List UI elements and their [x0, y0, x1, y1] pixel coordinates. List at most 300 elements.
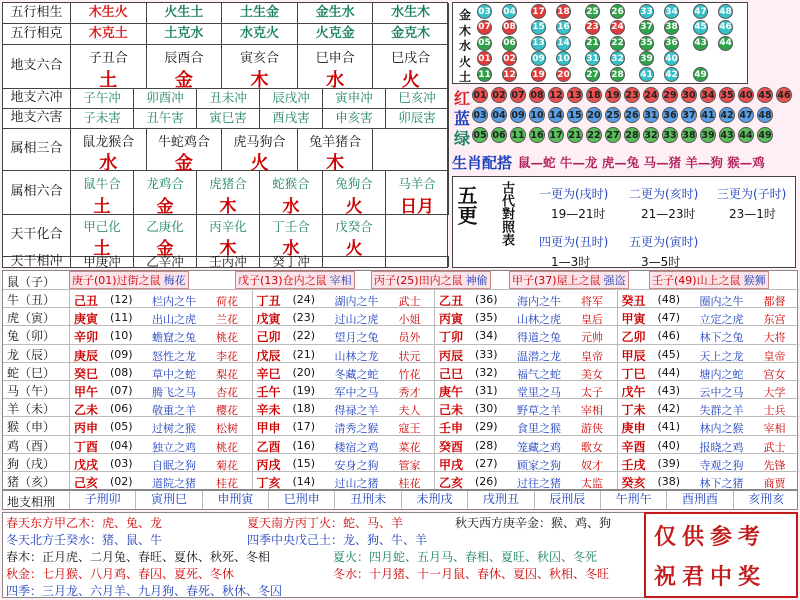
ganzhi: 乙亥: [439, 476, 464, 490]
xing-cell: 子刑卯: [69, 491, 135, 509]
ganzhi: 丙辰: [439, 348, 464, 363]
xing-cell: 寅刑巳: [135, 491, 201, 509]
number-ball: 07: [477, 20, 492, 35]
nayin-flower: 宫女: [763, 367, 786, 381]
number-ball: 38: [681, 127, 697, 143]
number-ball: 38: [664, 20, 679, 35]
nayin-cell: [434, 362, 617, 380]
ganzhi: 丁未: [621, 403, 646, 418]
relation-cell: 金生水: [298, 3, 374, 24]
nayin-desc: 军中之马: [334, 386, 379, 399]
relation-cell: 辰戌冲: [260, 89, 323, 109]
relation-cell: [71, 215, 134, 257]
nayin-desc: 天上之龙: [699, 349, 744, 363]
row-label: 地支六害: [3, 109, 71, 129]
xing-cell: 巳刑申: [268, 491, 334, 509]
nayin-number: (44): [657, 365, 681, 379]
wugeng-subtitle: 古代對照表: [499, 181, 514, 246]
number-ball: 01: [472, 87, 488, 103]
nayin-flower: 桃花: [216, 440, 238, 454]
nayin-flower: 桂花: [398, 477, 421, 490]
row-label: 地支六冲: [3, 89, 71, 109]
row-label: 五行相克: [3, 24, 71, 45]
nayin-cell: [252, 344, 435, 362]
nayin-desc: 塘内之蛇: [699, 367, 744, 381]
nayin-desc: 得禄之羊: [334, 404, 379, 418]
wangxiang-row: [333, 548, 597, 565]
zodiac-label: 虎（寅）: [7, 311, 56, 326]
nayin-number: (03): [110, 456, 133, 470]
nayin-cell: [617, 380, 800, 398]
nayin-cell: [617, 435, 800, 453]
nayin-flower: 桂花: [216, 477, 238, 490]
nayin-number: (26): [475, 475, 498, 488]
number-ball: 16: [556, 20, 571, 35]
number-ball: 12: [548, 87, 564, 103]
nayin-flower: 将军: [581, 295, 603, 308]
nayin-flower: 寇王: [398, 422, 421, 436]
number-ball: 35: [639, 36, 654, 51]
nayin-number: (21): [292, 347, 316, 361]
nayin-cell: [69, 344, 252, 362]
nayin-header-cell: [371, 271, 491, 289]
ganzhi: 戊辰: [256, 348, 281, 363]
wangxiang-label: 夏火：: [333, 550, 370, 564]
nayin-flower: 秀才: [398, 386, 421, 399]
relation-cell: 壬丙冲: [197, 257, 260, 267]
ganzhi: 丙戌: [256, 457, 281, 472]
number-ball: 23: [624, 87, 640, 103]
season-row: [455, 514, 611, 531]
relation-element: 水: [282, 239, 300, 259]
season-row: [247, 514, 403, 531]
relation-cell: 金克木: [373, 24, 449, 45]
zodiac-label: 羊（未）: [7, 402, 56, 417]
relation-element: 木: [250, 70, 269, 91]
nayin-flower: 大学: [763, 386, 786, 399]
nayin-flower: 士兵: [763, 404, 786, 418]
ganzhi: 壬戌: [621, 457, 646, 472]
nayin-header-cell: [69, 271, 189, 289]
relation-top: 乙庚化: [146, 219, 184, 234]
number-ball: 36: [664, 36, 679, 51]
nayin-desc: 得道之兔: [517, 331, 561, 345]
number-ball: 04: [502, 4, 517, 19]
nayin-desc: 食里之猴: [517, 422, 561, 436]
ganzhi: 辛卯: [74, 330, 99, 345]
nayin-number: (28): [475, 438, 498, 452]
ganzhi: 辛巳: [256, 366, 281, 381]
wuxing-label: 火: [459, 54, 472, 69]
number-ball: 44: [738, 127, 754, 143]
nayin-desc: 寺观之狗: [699, 458, 744, 472]
relation-cell: [71, 171, 134, 215]
zodiac-label: 龙（辰）: [7, 347, 56, 362]
stamp-line-1: 仅供参考: [654, 525, 767, 550]
relation-cell: [222, 129, 298, 174]
number-ball: 37: [639, 20, 654, 35]
nayin-flower: 管家: [398, 458, 421, 472]
nayin-desc: 失群之羊: [699, 404, 744, 418]
nayin-header-text: 壬子(49)山上之鼠: [652, 274, 741, 287]
relation-element: 木: [219, 239, 237, 259]
nayin-desc: 过树之猴: [152, 422, 196, 436]
season-title: 秋天西方庚辛金：: [455, 516, 552, 530]
row-label: 天干相冲: [3, 257, 71, 267]
relation-top: 蛇猴合: [272, 176, 310, 191]
nayin-desc: 过山之虎: [334, 313, 379, 327]
number-ball: 46: [776, 87, 792, 103]
nayin-cell: [617, 344, 800, 362]
nayin-flower: 皇帝: [763, 349, 786, 363]
ganzhi: 乙卯: [621, 330, 646, 345]
zodiac-label: 鸡（酉）: [7, 438, 56, 453]
nayin-cell: [617, 325, 800, 343]
nayin-number: (05): [110, 420, 133, 434]
number-ball: 25: [585, 4, 600, 19]
nayin-desc: 腾飞之马: [152, 386, 196, 399]
left-relations-table: [2, 2, 448, 268]
xing-cell: 午刑午: [600, 491, 666, 509]
relation-cell: 土克水: [147, 24, 223, 45]
relation-cell: 火生土: [147, 3, 223, 24]
season-value: 龙、狗、牛、羊: [343, 533, 428, 547]
ganzhi: 辛酉: [621, 439, 646, 454]
relation-cell: 申亥害: [323, 109, 386, 129]
number-ball: 11: [510, 127, 526, 143]
nayin-cell: [434, 307, 617, 325]
xing-cell: 申刑寅: [202, 491, 268, 509]
number-ball: 11: [477, 67, 492, 82]
nayin-cell: [252, 289, 435, 307]
nayin-desc: 独立之鸡: [152, 440, 196, 454]
number-ball: 14: [548, 107, 564, 123]
nayin-number: (36): [475, 293, 498, 306]
relation-cell: 水克火: [222, 24, 298, 45]
nayin-flower: 樱花: [216, 404, 238, 418]
number-ball: 21: [567, 127, 583, 143]
relation-element: 金: [174, 70, 193, 91]
nayin-number: (31): [475, 384, 498, 397]
number-ball: 20: [556, 67, 571, 82]
color-label: 蓝: [454, 109, 471, 128]
nayin-number: (08): [110, 365, 133, 379]
relation-cell: 水生木: [373, 3, 449, 24]
nayin-flower: 先锋: [763, 458, 786, 472]
nayin-cell: [252, 325, 435, 343]
relation-top: 辰酉合: [164, 51, 204, 66]
relation-cell: [147, 45, 223, 89]
nayin-number: (15): [292, 456, 316, 470]
nayin-cell: [617, 362, 800, 380]
number-ball: 36: [662, 107, 678, 123]
color-label: 绿: [454, 129, 471, 148]
number-ball: 19: [531, 67, 546, 82]
nayin-header-flower: 神偷: [465, 274, 488, 287]
number-ball: 37: [681, 107, 697, 123]
number-ball: 24: [610, 20, 625, 35]
season-value: 蛇、马、羊: [343, 516, 404, 530]
number-ball: 45: [757, 87, 773, 103]
relation-cell: 子午冲: [71, 89, 134, 109]
nayin-flower: 大将: [763, 331, 786, 345]
shengxiao-pairs: 鼠—蛇 牛—龙 虎—兔 马—猪 羊—狗 猴—鸡: [518, 155, 765, 170]
relation-top: 鼠龙猴合: [82, 135, 135, 150]
nayin-number: (41): [657, 420, 681, 434]
nayin-desc: 过山之猪: [334, 477, 379, 490]
number-ball: 31: [585, 51, 600, 66]
season-title: 夏天南方丙丁火：: [247, 516, 344, 530]
nayin-header-flower: 宰相: [329, 274, 352, 287]
relation-cell: [134, 171, 197, 215]
nayin-cell: [252, 398, 435, 416]
relation-top: 虎猪合: [209, 176, 247, 191]
nayin-flower: 歌女: [581, 440, 603, 454]
season-title: 冬天北方壬癸水：: [6, 533, 103, 547]
number-ball: 20: [586, 107, 602, 123]
number-ball: 28: [610, 67, 625, 82]
relation-cell: 乙辛冲: [134, 257, 197, 267]
wugeng-period: 五更为(寅时): [629, 235, 699, 249]
nayin-desc: 过往之猪: [517, 477, 561, 490]
ganzhi: 乙丑: [439, 294, 464, 308]
nayin-flower: 菊花: [216, 458, 238, 472]
row-label: 天干化合: [3, 215, 71, 257]
nayin-number: (11): [110, 311, 133, 325]
nayin-number: (09): [110, 347, 133, 361]
wugeng-big-title: 五更: [454, 185, 478, 225]
number-ball: 03: [477, 4, 492, 19]
relation-cell: 甲庚冲: [71, 257, 134, 267]
nayin-flower: 商贾: [763, 477, 786, 490]
ganzhi: 丁丑: [256, 294, 281, 308]
stamp-line-2: 祝君中奖: [654, 565, 767, 590]
number-ball: 24: [643, 87, 659, 103]
nayin-number: (32): [475, 365, 498, 379]
nayin-flower: 皇帝: [581, 349, 603, 363]
relation-cell: [71, 45, 147, 89]
number-ball: 22: [586, 127, 602, 143]
relation-cell: [134, 215, 197, 257]
nayin-cell: [252, 416, 435, 434]
number-ball: 47: [738, 107, 754, 123]
nayin-flower: 都督: [763, 295, 786, 308]
nayin-table: [2, 270, 798, 490]
nayin-desc: 望月之兔: [334, 331, 379, 345]
relation-cell: [260, 171, 323, 215]
nayin-cell: [434, 435, 617, 453]
nayin-number: (16): [292, 438, 316, 452]
relation-cell: 丑未冲: [197, 89, 260, 109]
ganzhi: 癸酉: [439, 439, 464, 454]
number-ball: 13: [531, 36, 546, 51]
ganzhi: 己巳: [439, 366, 464, 381]
wangxiang-value: 三月龙、六月羊、九月狗、春死、秋休、冬囚: [42, 584, 283, 598]
nayin-cell: [69, 325, 252, 343]
nayin-cell: [434, 289, 617, 307]
number-ball: 10: [556, 51, 571, 66]
ganzhi: 己卯: [256, 330, 281, 345]
number-ball: 33: [639, 4, 654, 19]
number-ball: 15: [567, 107, 583, 123]
wugeng-hours: 19—21时: [551, 207, 606, 221]
nayin-cell: [434, 453, 617, 471]
relation-element: 日月: [400, 197, 434, 217]
number-ball: 13: [567, 87, 583, 103]
nayin-flower: 杏花: [216, 386, 238, 399]
ganzhi: 己未: [439, 403, 464, 418]
nayin-number: (04): [110, 438, 133, 452]
ganzhi: 壬申: [439, 421, 464, 436]
xing-cell: 酉刑酉: [666, 491, 732, 509]
number-ball: 06: [491, 127, 507, 143]
number-ball: 28: [624, 127, 640, 143]
relation-element: 水: [99, 153, 118, 174]
wugeng-hours: 21—23时: [641, 207, 696, 221]
nayin-number: (23): [292, 311, 316, 325]
wugeng-hours: 1—3时: [551, 255, 591, 269]
nayin-cell: [252, 435, 435, 453]
relation-cell: [323, 215, 386, 257]
xing-cell: 未刑戌: [401, 491, 467, 509]
relation-cell: 癸丁冲: [260, 257, 323, 267]
zodiac-label: 牛（丑）: [7, 293, 56, 307]
wangxiang-label: 冬水：: [333, 567, 370, 581]
ganzhi: 甲戌: [439, 457, 464, 472]
ganzhi: 癸巳: [74, 366, 99, 381]
number-ball: 08: [502, 20, 517, 35]
nayin-number: (19): [292, 384, 316, 397]
nayin-cell: [69, 307, 252, 325]
nayin-cell: [69, 453, 252, 471]
nayin-flower: 美女: [581, 367, 603, 381]
relation-cell: [323, 257, 386, 267]
season-row: [6, 531, 162, 548]
nayin-desc: 林下之兔: [699, 331, 744, 345]
nayin-header-cell: [649, 271, 769, 289]
ganzhi: 丁酉: [74, 439, 99, 454]
nayin-flower: 兰花: [216, 313, 238, 327]
row-label: 五行相生: [3, 3, 71, 24]
number-ball: 40: [738, 87, 754, 103]
ganzhi: 甲寅: [621, 312, 646, 327]
nayin-cell: [69, 435, 252, 453]
number-ball: 41: [639, 67, 654, 82]
nayin-cell: [252, 453, 435, 471]
nayin-cell: [434, 398, 617, 416]
ganzhi: 己亥: [74, 476, 99, 490]
number-ball: 32: [643, 127, 659, 143]
number-ball: 35: [719, 87, 735, 103]
nayin-cell: [252, 362, 435, 380]
nayin-flower: 荷花: [216, 295, 238, 308]
nayin-desc: 安身之狗: [334, 458, 379, 472]
nayin-desc: 笼藏之鸡: [517, 440, 561, 454]
relation-cell: 土生金: [222, 3, 298, 24]
relation-top: 寅亥合: [239, 51, 279, 66]
nayin-cell: [617, 289, 800, 307]
nayin-desc: 敬重之羊: [152, 404, 196, 418]
number-ball: 31: [643, 107, 659, 123]
xing-cell: 戌刑丑: [467, 491, 533, 509]
nayin-flower: 奴才: [581, 458, 603, 472]
number-ball: 14: [556, 36, 571, 51]
nayin-desc: 云中之马: [699, 386, 744, 399]
ganzhi: 丁亥: [256, 476, 281, 490]
nayin-number: (17): [292, 420, 316, 434]
ganzhi: 戊寅: [256, 312, 281, 327]
relation-top: 巳戌合: [391, 51, 431, 66]
nayin-desc: 出山之虎: [152, 313, 196, 327]
shengxiao-pairing: [452, 150, 796, 174]
nayin-cell: [434, 380, 617, 398]
relation-cell: [197, 171, 260, 215]
nayin-cell: [434, 471, 617, 489]
nayin-header-cell: [509, 271, 629, 289]
nayin-cell: [617, 398, 800, 416]
relation-top: 马羊合: [398, 176, 436, 191]
number-ball: 18: [556, 4, 571, 19]
nayin-desc: 自眠之狗: [152, 458, 196, 472]
relation-cell: [386, 257, 449, 267]
nayin-number: (24): [292, 293, 316, 306]
season-value: 猪、鼠、牛: [102, 533, 163, 547]
relation-cell: 子未害: [71, 109, 134, 129]
xing-cell: 丑刑未: [334, 491, 400, 509]
nayin-cell: [252, 380, 435, 398]
nayin-flower: 东宫: [763, 313, 786, 327]
nayin-desc: 山林之虎: [517, 313, 561, 327]
wangxiang-label: 四季：: [6, 584, 43, 598]
nayin-number: (06): [110, 402, 133, 416]
zodiac-label: 马（午）: [7, 384, 56, 398]
relation-top: 甲己化: [83, 219, 121, 234]
relation-cell: 火克金: [298, 24, 374, 45]
ganzhi: 乙未: [74, 403, 99, 418]
wuxing-ball-panel: [452, 2, 748, 84]
nayin-header-flower: 梅花: [163, 274, 186, 287]
number-ball: 33: [662, 127, 678, 143]
number-ball: 26: [610, 4, 625, 19]
relation-top: 兔羊猪合: [309, 135, 362, 150]
nayin-header-flower: 强盗: [603, 274, 626, 287]
relation-cell: [323, 171, 386, 215]
wangxiang-row: [6, 565, 234, 582]
number-ball: 09: [531, 51, 546, 66]
relation-element: 金: [174, 153, 193, 174]
number-ball: 47: [693, 4, 708, 19]
nayin-cell: [617, 307, 800, 325]
nayin-number: (02): [110, 475, 133, 488]
number-ball: 42: [719, 107, 735, 123]
number-ball: 43: [693, 36, 708, 51]
nayin-cell: [434, 344, 617, 362]
zodiac-label: 猪（亥）: [7, 475, 56, 489]
nayin-number: (46): [657, 329, 681, 343]
ganzhi: 辛未: [256, 403, 281, 418]
nayin-number: (22): [292, 329, 316, 343]
number-ball: 22: [610, 36, 625, 51]
number-ball: 17: [548, 127, 564, 143]
nayin-number: (14): [292, 475, 316, 488]
xing-cell: 亥刑亥: [733, 491, 799, 509]
nayin-desc: 栏内之牛: [152, 295, 196, 308]
number-ball: 10: [529, 107, 545, 123]
number-ball: 06: [502, 36, 517, 51]
row-label: 属相六合: [3, 171, 71, 215]
nayin-header-flower: 猴狮: [743, 274, 766, 287]
relation-cell: 酉戌害: [260, 109, 323, 129]
